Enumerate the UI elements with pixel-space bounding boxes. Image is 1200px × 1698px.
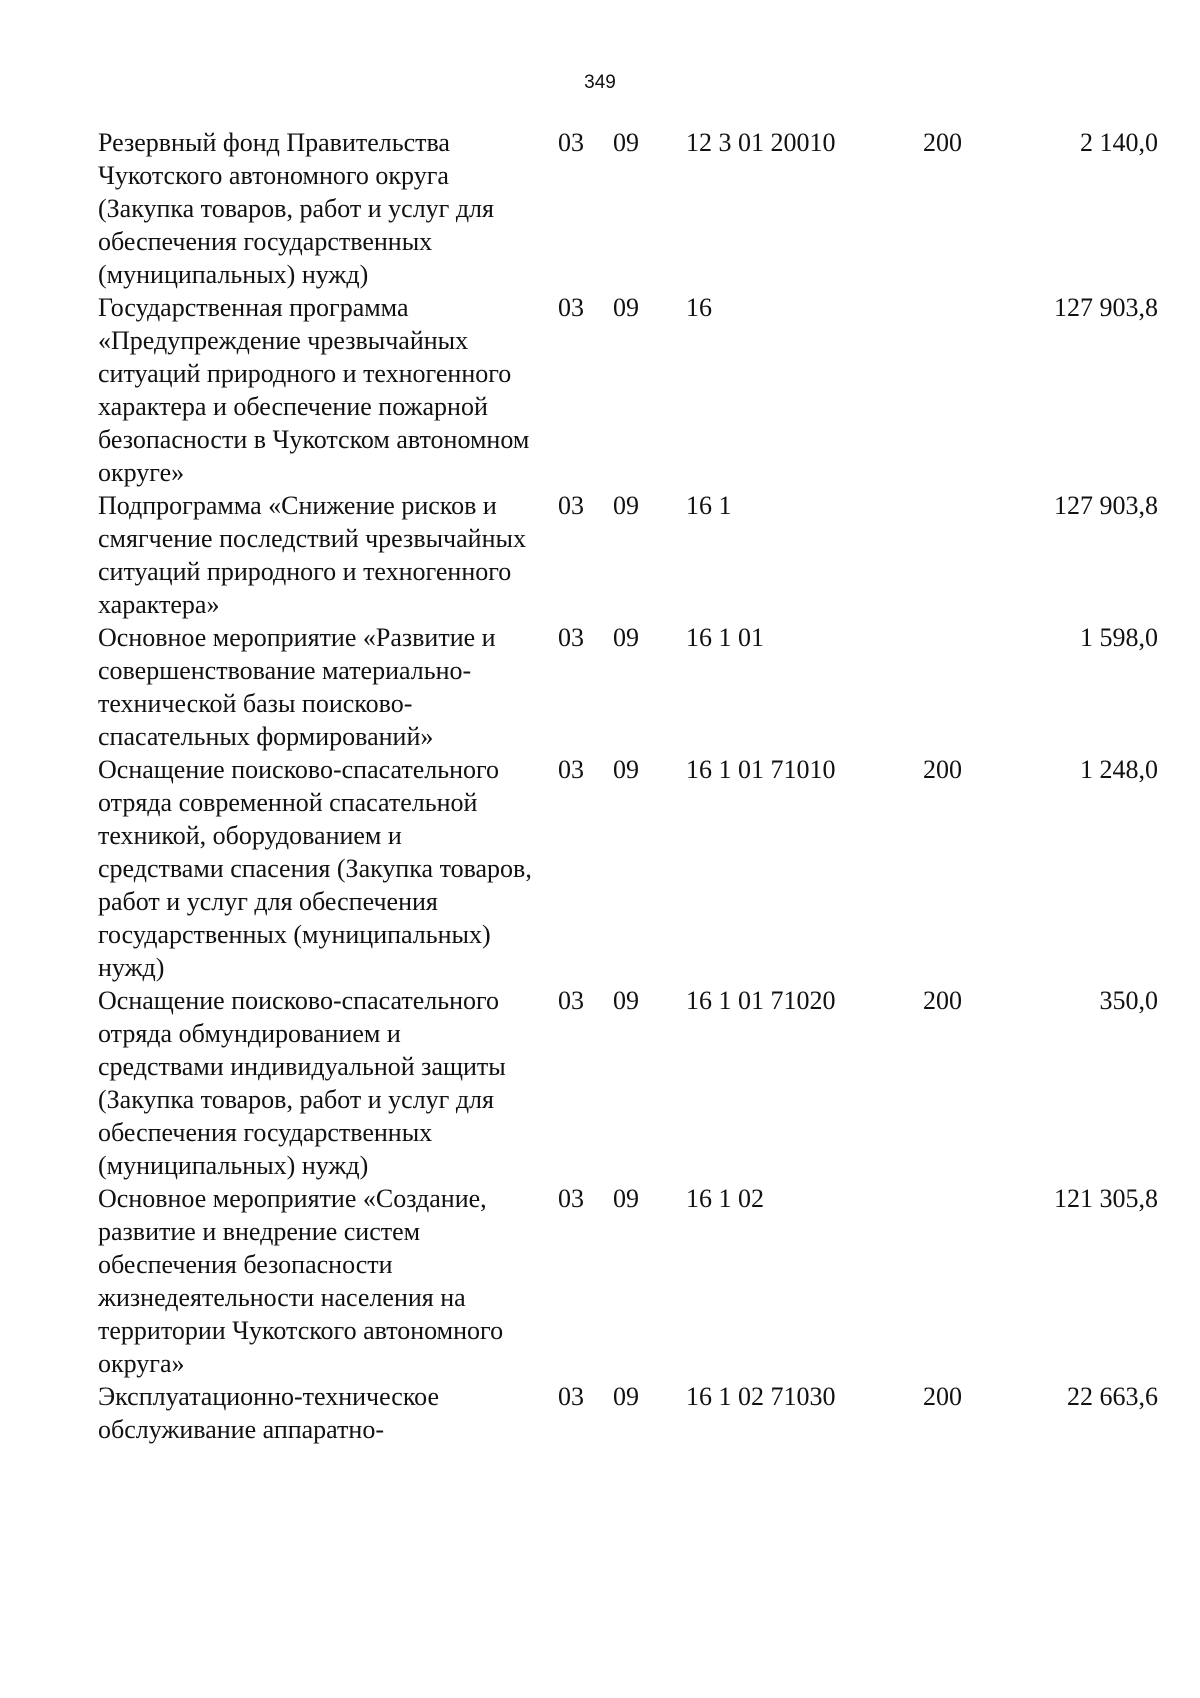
page-number: 349 <box>584 72 616 93</box>
subsection-code-cell: 09 <box>613 128 639 157</box>
row-name-cell: Основное мероприятие «Создание, развитие и внедрение систем обеспечения безопасности жизнедеятельности населения на территории Чукотского автономного округа» <box>98 1184 504 1378</box>
amount-cell: 350,0 <box>1099 986 1158 1015</box>
expense-type-code-cell <box>908 621 1018 753</box>
subsection-code-cell: 09 <box>613 986 639 1015</box>
expense-type-code-cell: 200 <box>923 755 962 784</box>
subsection-code-cell: 09 <box>613 1184 639 1213</box>
section-code-cell: 03 <box>558 623 584 652</box>
amount-cell: 127 903,8 <box>1054 491 1158 520</box>
target-article-code-cell: 16 1 01 <box>686 623 764 652</box>
section-code-cell: 03 <box>558 986 584 1015</box>
row-name-cell: Оснащение поисково-спасательного отряда обмундированием и средствами индивидуальной защиты (Закупка товаров, работ и услуг для обеспечения государственных (муниципальных) нужд) <box>98 986 506 1180</box>
section-code-cell: 03 <box>558 293 584 322</box>
row-name-cell: Резервный фонд Правительства Чукотского автономного округа (Закупка товаров, работ и услуг для обеспечения государственных (муниципальных) нужд) <box>98 128 494 289</box>
section-code-cell: 03 <box>558 755 584 784</box>
target-article-code-cell: 16 1 02 <box>686 1184 764 1213</box>
row-name-cell: Эксплуатационно-техническое обслуживание аппаратно- <box>98 1382 439 1444</box>
table-row <box>98 753 1158 984</box>
row-name-cell: Подпрограмма «Снижение рисков и смягчение последствий чрезвычайных ситуаций природного и техногенного характера» <box>98 491 526 619</box>
amount-cell: 127 903,8 <box>1054 293 1158 322</box>
table-row <box>98 1182 1158 1380</box>
budget-table <box>98 126 1158 1446</box>
subsection-code-cell: 09 <box>613 1382 639 1411</box>
subsection-code-cell: 09 <box>613 755 639 784</box>
section-code-cell: 03 <box>558 128 584 157</box>
amount-cell: 22 663,6 <box>1067 1382 1158 1411</box>
subsection-code-cell: 09 <box>613 623 639 652</box>
target-article-code-cell: 16 1 01 71010 <box>686 755 836 784</box>
section-code-cell: 03 <box>558 1382 584 1411</box>
table-row <box>98 621 1158 753</box>
expense-type-code-cell: 200 <box>923 128 962 157</box>
target-article-code-cell: 16 1 01 71020 <box>686 986 836 1015</box>
expense-type-code-cell <box>908 291 1018 489</box>
subsection-code-cell: 09 <box>613 293 639 322</box>
expense-type-code-cell <box>908 489 1018 621</box>
amount-cell: 121 305,8 <box>1054 1184 1158 1213</box>
expense-type-code-cell: 200 <box>923 986 962 1015</box>
table-row <box>98 291 1158 489</box>
table-row <box>98 1380 1158 1446</box>
target-article-code-cell: 16 <box>686 293 712 322</box>
target-article-code-cell: 12 3 01 20010 <box>686 128 836 157</box>
expense-type-code-cell: 200 <box>923 1382 962 1411</box>
section-code-cell: 03 <box>558 491 584 520</box>
row-name-cell: Оснащение поисково-спасательного отряда современной спасательной техникой, оборудованием и средствами спасения (Закупка товаров, работ и услуг для обеспечения государственных (муниципальных) нужд) <box>98 755 532 982</box>
amount-cell: 2 140,0 <box>1080 128 1158 157</box>
table-row <box>98 126 1158 291</box>
subsection-code-cell: 09 <box>613 491 639 520</box>
amount-cell: 1 248,0 <box>1080 755 1158 784</box>
target-article-code-cell: 16 1 <box>686 491 732 520</box>
table-row <box>98 984 1158 1182</box>
target-article-code-cell: 16 1 02 71030 <box>686 1382 836 1411</box>
table-row <box>98 489 1158 621</box>
row-name-cell: Государственная программа «Предупреждение чрезвычайных ситуаций природного и техногенного характера и обеспечение пожарной безопасности в Чукотском автономном округе» <box>98 293 530 487</box>
section-code-cell: 03 <box>558 1184 584 1213</box>
expense-type-code-cell <box>908 1182 1018 1380</box>
amount-cell: 1 598,0 <box>1080 623 1158 652</box>
row-name-cell: Основное мероприятие «Развитие и совершенствование материально-технической базы поисково-спасательных формирований» <box>98 623 496 751</box>
